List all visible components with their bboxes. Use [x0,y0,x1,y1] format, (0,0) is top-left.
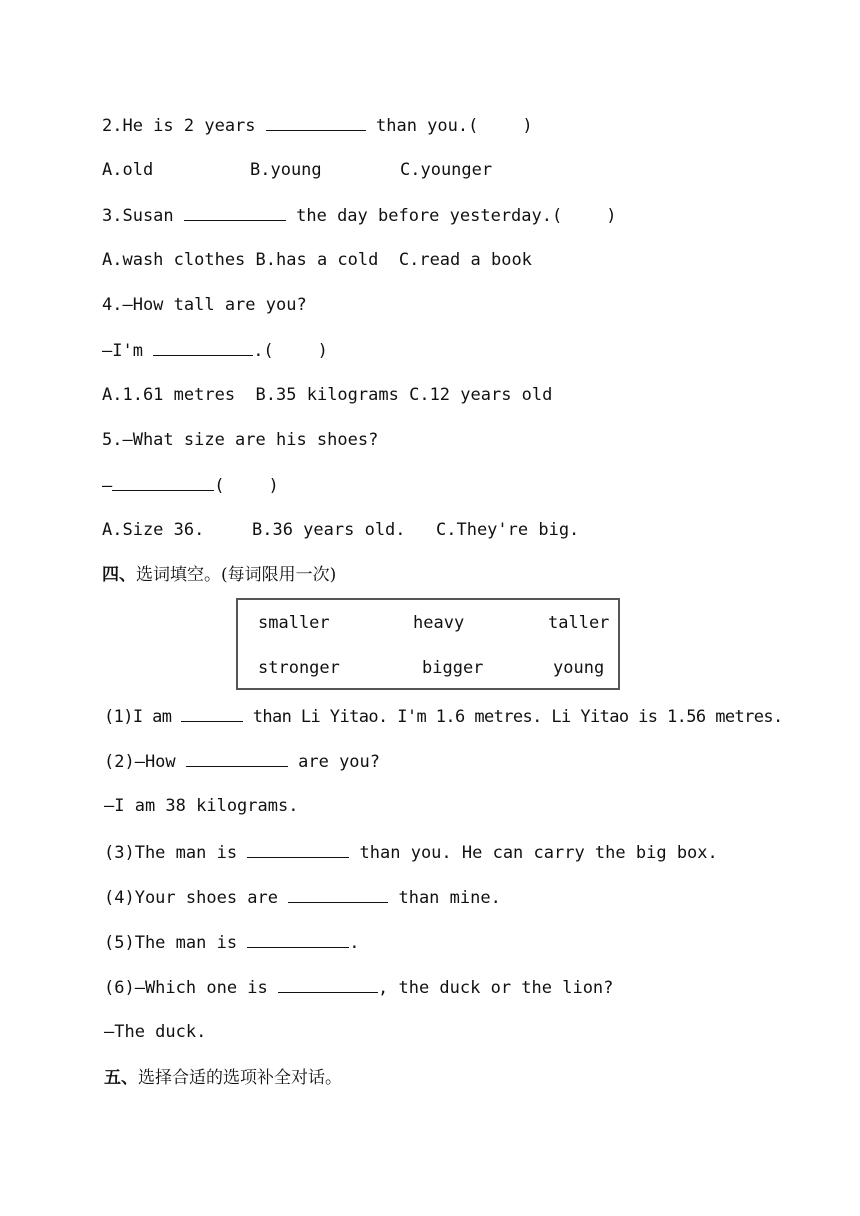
s4-item-2-answer: —I am 38 kilograms. [104,796,299,816]
s4-item-5-post: . [349,933,360,953]
word-bank-item: young [553,658,605,678]
word-bank-item: taller [548,613,610,633]
q4-paren-close: ) [317,341,328,361]
q5-text-pre: — [102,476,113,496]
question-3 [102,204,616,227]
q5-option-a[interactable]: A.Size 36. [102,520,205,540]
s4-item-1-post: than Li Yitao. I'm 1.6 metres. Li Yitao is 1.56 metres. [243,707,783,727]
q3-blank[interactable] [184,204,286,221]
s4-item-6-answer: —The duck. [104,1022,207,1042]
q2-options [102,159,492,181]
q5-option-c[interactable]: C.They're big. [436,520,580,540]
q5-option-b[interactable]: B.36 years old. [252,520,406,540]
q5-options [102,519,579,541]
question-5-answer [102,474,279,497]
q2-text-pre: 2.He is 2 years [102,116,266,136]
word-bank-item: heavy [413,613,465,633]
q2-option-c[interactable]: C.younger [400,160,493,180]
s4-item-6-post: , the duck or the lion? [378,978,614,998]
s4-item-2-pre: (2)—How [104,752,186,772]
s4-item-6-blank[interactable] [278,976,378,993]
section-4-heading [102,564,336,586]
q2-option-b[interactable]: B.young [250,160,322,180]
s4-item-2-blank[interactable] [186,750,288,767]
s4-item-1-pre: (1)I am [104,707,182,727]
section-4-number: 四、 [102,565,136,585]
q3-options [102,249,532,271]
s4-item-4-blank[interactable] [288,886,388,903]
section-5-number: 五、 [104,1068,138,1088]
s4-item-5 [104,931,360,954]
q4-blank[interactable] [153,339,253,356]
q4-options [102,384,552,406]
q3-text-pre: 3.Susan [102,206,184,226]
question-2 [102,114,533,137]
q5-question-line: 5.—What size are his shoes? [102,430,379,450]
s4-item-1-blank[interactable] [181,705,243,722]
q4-option-b[interactable]: B.35 kilograms [255,385,399,405]
q4-option-c[interactable]: C.12 years old [409,385,553,405]
s4-item-6-pre: (6)—Which one is [104,978,278,998]
q5-blank[interactable] [112,474,214,491]
s4-item-3-post: than you. He can carry the big box. [349,843,718,863]
s4-item-5-blank[interactable] [247,931,349,948]
s4-item-1 [104,705,783,728]
q4-text-pre: —I'm [102,341,154,361]
q5-paren-close: ) [268,476,279,496]
q3-option-b[interactable]: B.has a cold [255,250,379,270]
q2-text-post: than you.( [365,116,479,136]
q5-text-post: ( [214,476,225,496]
s4-item-4-post: than mine. [388,888,501,908]
q3-option-a[interactable]: A.wash clothes [102,250,246,270]
q2-blank[interactable] [266,114,366,131]
q4-option-a[interactable]: A.1.61 metres [102,385,236,405]
q3-paren-close: ) [606,206,617,226]
s4-item-4-pre: (4)Your shoes are [104,888,289,908]
q3-option-c[interactable]: C.read a book [398,250,532,270]
question-4-answer [102,339,328,362]
s4-item-6 [104,976,613,999]
word-bank-item: stronger [258,658,340,678]
s4-item-3-pre: (3)The man is [104,843,248,863]
s4-item-3-blank[interactable] [247,841,349,858]
q2-option-a[interactable]: A.old [102,160,154,180]
s4-item-2-post: are you? [287,752,381,772]
section-5-title: 选择合适的选项补全对话。 [138,1068,342,1088]
s4-item-5-pre: (5)The man is [104,933,248,953]
section-5-heading [104,1067,342,1089]
q3-text-post: the day before yesterday.( [285,206,563,226]
s4-item-2 [104,750,380,773]
s4-item-4 [104,886,501,909]
s4-item-3 [104,841,718,864]
word-bank-item: bigger [422,658,484,678]
word-bank-item: smaller [258,613,330,633]
q2-paren-close: ) [522,116,533,136]
q4-text-post: .( [253,341,274,361]
section-4-title: 选词填空。(每词限用一次) [136,565,337,585]
q4-question-line: 4.—How tall are you? [102,295,307,315]
word-bank [236,598,620,690]
